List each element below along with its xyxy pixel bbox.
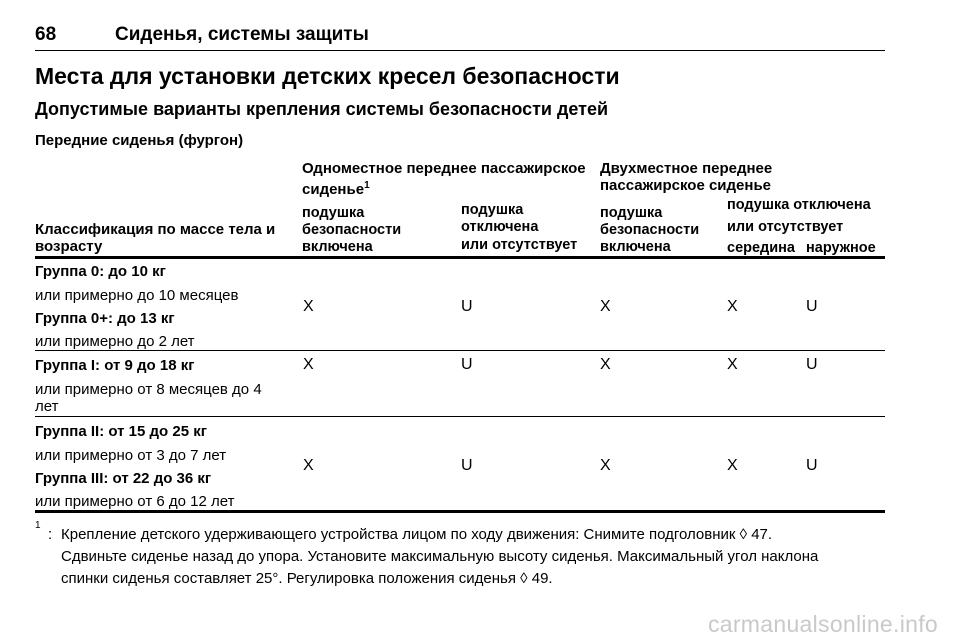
sub-header-airbag-on-single: подушка безопасности включена bbox=[302, 205, 402, 255]
table-caption: Передние сиденья (фургон) bbox=[35, 132, 244, 149]
row-1-value-3: X bbox=[600, 298, 611, 315]
group-header-double-seat: Двухместное переднее пассажирское сиденье bbox=[600, 160, 773, 194]
group-header-single-seat-text: Одноместное переднее пассажирское сиденье bbox=[302, 160, 586, 198]
row-2-line-1: Группа I: от 9 до 18 кг bbox=[35, 357, 195, 374]
row-3-line-1: Группа II: от 15 до 25 кг bbox=[35, 423, 207, 440]
group-header-single-seat bbox=[302, 160, 592, 198]
page-subtitle: Допустимые варианты крепления системы безопасности детей bbox=[35, 99, 609, 119]
table-bottom-rule bbox=[35, 510, 885, 513]
section-title: Сиденья, системы защиты bbox=[115, 24, 369, 45]
footnote-line-3: спинки сиденья составляет 25°. Регулировка положения сиденья ◊ 49. bbox=[61, 570, 553, 587]
row-3-value-2: U bbox=[461, 457, 473, 474]
row-3-value-3: X bbox=[600, 457, 611, 474]
footnote-ref: 1 bbox=[364, 180, 370, 191]
row-divider-2 bbox=[35, 416, 885, 417]
table-header-rule bbox=[35, 256, 885, 259]
row-3-value-5: U bbox=[806, 457, 818, 474]
footnote-line-2: Сдвиньте сиденье назад до упора. Установите максимальную высоту сиденья. Максимальный угол наклона bbox=[61, 548, 819, 565]
footnote-separator: : bbox=[48, 526, 53, 543]
header-rule bbox=[35, 50, 885, 51]
watermark: carmanualsonline.info bbox=[707, 611, 938, 637]
row-1-value-5: U bbox=[806, 298, 818, 315]
footnote-line-1: Крепление детского удерживающего устройства лицом по ходу движения: Снимите подголовник ◊ 47. bbox=[61, 526, 773, 543]
row-3-value-4: X bbox=[727, 457, 738, 474]
row-3-line-3: Группа III: от 22 до 36 кг bbox=[35, 470, 212, 487]
row-1-line-4: или примерно до 2 лет bbox=[35, 333, 195, 350]
row-1-line-1: Группа 0: до 10 кг bbox=[35, 263, 166, 280]
row-3-line-2: или примерно от 3 до 7 лет bbox=[35, 447, 227, 464]
row-3-line-4: или примерно от 6 до 12 лет bbox=[35, 493, 235, 510]
row-1-value-1: X bbox=[303, 298, 314, 315]
footnote-marker: 1 bbox=[35, 520, 41, 531]
row-divider-1 bbox=[35, 350, 885, 351]
row-2-line-2: или примерно от 8 месяцев до 4 bbox=[35, 381, 262, 398]
row-1-value-2: U bbox=[461, 298, 473, 315]
page-title: Места для установки детских кресел безопасности bbox=[35, 63, 620, 89]
row-3-value-1: X bbox=[303, 457, 314, 474]
row-1-line-2: или примерно до 10 месяцев bbox=[35, 287, 239, 304]
sub-header-airbag-off-double-a: подушка отключена bbox=[727, 197, 871, 213]
row-2-value-4: X bbox=[727, 356, 738, 373]
sub-header-airbag-off-single-a: подушка отключена bbox=[461, 202, 539, 235]
row-1-value-4: X bbox=[727, 298, 738, 315]
row-2-value-1: X bbox=[303, 356, 314, 373]
row-1-line-3: Группа 0+: до 13 кг bbox=[35, 310, 175, 327]
row-2-value-3: X bbox=[600, 356, 611, 373]
sub-header-airbag-off-single-b: или отсутствует bbox=[461, 237, 578, 253]
sub-header-outer: наружное bbox=[806, 240, 876, 256]
col-header-main: Классификация по массе тела и возрасту bbox=[35, 221, 276, 255]
row-2-value-2: U bbox=[461, 356, 473, 373]
row-2-line-3: лет bbox=[35, 398, 59, 415]
sub-header-airbag-off-double-b: или отсутствует bbox=[727, 219, 844, 235]
sub-header-middle: середина bbox=[727, 240, 795, 256]
row-2-value-5: U bbox=[806, 356, 818, 373]
sub-header-airbag-on-double: подушка безопасности включена bbox=[600, 205, 700, 255]
page-number: 68 bbox=[35, 24, 57, 45]
